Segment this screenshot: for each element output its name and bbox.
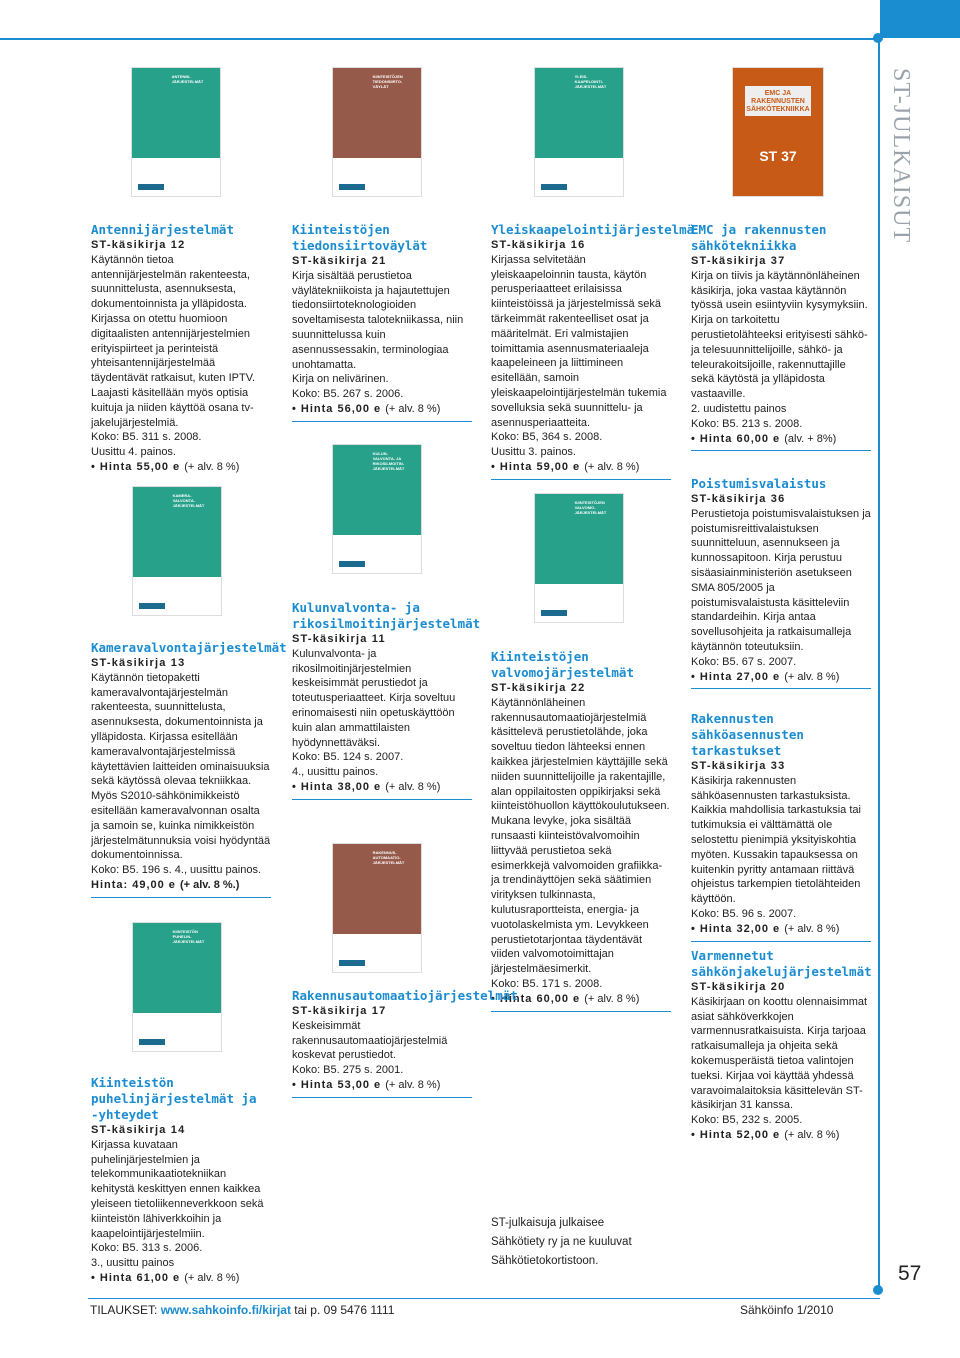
entry-size: Koko: B5. 313 s. 2006. (91, 1242, 203, 1255)
cover-title: KAMERA- VALVONTA- JÄRJESTELMÄT (172, 493, 205, 508)
entry-size: Koko: B5. 196 s. 4., uusittu painos. (91, 864, 261, 877)
divider (292, 421, 472, 422)
divider (292, 1097, 472, 1098)
entry-edition: Uusittu 4. painos. (91, 446, 176, 459)
cover-title: EMC JA RAKENNUSTEN SÄHKÖTEKNIIKKA (745, 86, 811, 116)
divider (292, 799, 472, 800)
cover-number: ST 37 (759, 148, 797, 164)
entry-title: EMC ja rakennusten sähkötekniikka (691, 222, 827, 253)
divider (91, 897, 271, 898)
footer-rule (88, 1298, 880, 1299)
handbook-number: ST-käsikirja 21 (292, 255, 387, 267)
divider (491, 1011, 671, 1012)
entry-title: Varmennetut sähkönjakelujärjestelmät (691, 948, 872, 979)
entry-price: Hinta: 49,00 e (+ alv. 8 %.) (91, 878, 240, 891)
entry-edition: Uusittu 3. painos. (491, 446, 576, 459)
entry-size: Koko: B5. 96 s. 2007. (691, 907, 797, 920)
entry-price: • Hinta 56,00 e (+ alv. 8 %) (292, 402, 441, 415)
entry-price: • Hinta 60,00 e (+ alv. 8 %) (491, 992, 640, 1005)
entry-33 (691, 711, 871, 946)
entry-description: Käytännön tietoa antennijärjestelmän rakenteesta, suunnittelusta, asennuksesta, dokumentoinnista ja ylläpidosta. Kirjassa on otettu huomioon digitaalisten antennijärjestelmien erityispiirteet ja perinteistä yhteisantennijärjestelmää täydentävät ratkaisut, kuten IPTV. Laajasti käsitellään myös optisia kuituja ja niiden käyttöä osana tv-jakelujärjestelmiä. (91, 253, 256, 429)
entry-title: Kiinteistön puhelinjärjestelmät ja -yhteydet (91, 1075, 257, 1122)
handbook-number: ST-käsikirja 17 (292, 1005, 387, 1017)
handbook-number: ST-käsikirja 13 (91, 657, 186, 669)
entry-price: • Hinta 27,00 e (+ alv. 8 %) (691, 670, 840, 683)
publisher-line: ST-julkaisuja julkaisee (491, 1217, 605, 1229)
entry-title: Kiinteistöjen valvomojärjestelmät (491, 649, 634, 680)
entry-description: Kirja sisältää perustietoa väylätekniikoista ja hajautettujen tiedonsiirtoteknologioiden soveltamisesta talotekniikassa, niin suunnittelussa kuin asennussessakin, terminologiaa unohtamatta. (292, 269, 464, 371)
order-info (90, 1303, 394, 1317)
publisher-line: Sähkötiety ry ja ne kuuluvat (491, 1236, 632, 1248)
publisher-logo (339, 184, 365, 190)
order-link[interactable]: www.sahkoinfo.fi/kirjat (160, 1303, 291, 1317)
entry-20 (691, 948, 871, 1147)
handbook-number: ST-käsikirja 22 (491, 682, 586, 694)
entry-36 (691, 476, 871, 693)
page-number: 57 (898, 1262, 922, 1285)
entry-title: Kulunvalvonta- ja rikosilmoitinjärjestelmät (292, 600, 481, 631)
cover-title: YLEIS- KAAPELOINTI- JÄRJESTELMÄT (574, 74, 607, 89)
cover-title: KULUN- VALVONTA- JA RIKOSILMOITIN- JÄRJESTELMÄT (372, 451, 405, 471)
cover-title: KIINTEISTÖJEN VALVOMO- JÄRJESTELMÄT (574, 500, 607, 515)
entry-description: Kirja on tiivis ja käytännönläheinen käsikirja, joka vastaa käytännön työssä usein esiintyviin kysymyksiin. Kirja on tarkoitettu perustietolähteeksi erityisesti sähkö-ja telesuunnittelijoille, sähkö- ja teleurakoitsijoille, rakennuttajille sekä käytöstä ja ylläpidosta vastaaville. (691, 269, 868, 401)
entry-22 (491, 649, 671, 1016)
handbook-number: ST-käsikirja 36 (691, 493, 786, 505)
entry-price: • Hinta 38,00 e (+ alv. 8 %) (292, 780, 441, 793)
entry-title: Kameravalvontajärjestelmät (91, 640, 287, 655)
cover-title: ANTENNI- JÄRJESTELMÄT (171, 74, 204, 84)
entry-edition: 4., uusittu painos. (292, 766, 379, 779)
publisher-logo (339, 561, 365, 567)
corner-block (880, 0, 960, 38)
order-label: TILAUKSET: (90, 1303, 158, 1317)
right-rule (878, 38, 880, 1290)
entry-price: • Hinta 52,00 e (+ alv. 8 %) (691, 1128, 840, 1141)
publisher-logo (541, 184, 567, 190)
rule-dot (873, 33, 883, 43)
entry-description: Kirjassa selvitetään yleiskaapeloinnin tausta, käytön perusperiaatteet erilaisissa kiinteistöissä ja järjestelmissä sekä tärkeimmät rakenteelliset osat ja määritelmät. Eri valmistajien toimittamia asennusmateriaaleja kaapeleineen ja liittimineen esitellään, samoin yleiskaapelointijärjestelmän tukemia sovelluksia sekä suunnittelu- ja asennusperiaatteita. (491, 253, 667, 429)
publisher-logo (138, 184, 164, 190)
book-cover-17 (333, 844, 421, 972)
entry-price: • Hinta 55,00 e (+ alv. 8 %) (91, 460, 240, 473)
entry-size: Koko: B5. 171 s. 2008. (491, 977, 603, 990)
publisher-note (491, 1214, 691, 1271)
entry-price: • Hinta 59,00 e (+ alv. 8 %) (491, 460, 640, 473)
publisher-logo (541, 610, 567, 616)
divider (691, 450, 871, 451)
divider (691, 688, 871, 689)
entry-edition: 3., uusittu painos (91, 1257, 175, 1270)
book-cover-12 (132, 68, 220, 196)
entry-title: Kiinteistöjen tiedonsiirtoväylät (292, 222, 428, 253)
entry-note: Kirja on nelivärinen. (292, 373, 389, 386)
entry-description: Käsikirja rakennusten sähköasennusten tarkastuksista. Kaikkia mahdollisia tarkastuksia tai tutkimuksia ei välttämättä ole selostettu pienimpiä yksityiskohtia myöten. Kussakin tapauksessa on kuitenkin pyritty antamaan riittävä ohjeistus tarkempien tietolähteiden käyttöön. (691, 774, 861, 906)
handbook-number: ST-käsikirja 20 (691, 981, 786, 993)
handbook-number: ST-käsikirja 11 (292, 633, 386, 645)
cover-title: KIINTEISTÖN PUHELIN- JÄRJESTELMÄT (172, 929, 205, 944)
publisher-logo (139, 603, 165, 609)
entry-price: • Hinta 60,00 e (alv. + 8%) (691, 432, 837, 445)
book-cover-37 (733, 68, 823, 196)
entry-size: Koko: B5. 275 s. 2001. (292, 1064, 404, 1077)
handbook-number: ST-käsikirja 14 (91, 1124, 186, 1136)
entry-13 (91, 640, 287, 902)
section-title: ST-JULKAISUT (888, 68, 914, 244)
handbook-number: ST-käsikirja 37 (691, 255, 786, 267)
divider (691, 941, 871, 942)
book-cover-14 (133, 923, 221, 1051)
entry-title: Antennijärjestelmät (91, 222, 234, 237)
entry-size: Koko: B5. 311 s. 2008. (91, 431, 202, 444)
entry-11 (292, 600, 481, 804)
entry-description: Käsikirjaan on koottu olennaisimmat asiat sähköverkkojen varmennusratkaisuista. Kirja tarjoaa ratkaisumalleja ja ohjeita sekä kokemusperäistä tietoa valintojen tueksi. Kirjaa voi käyttää yhdessä varavoimalaitoksia käsittelevän ST-käsikirjan 31 kanssa. (691, 995, 868, 1112)
book-cover-21 (333, 68, 421, 196)
rule-dot (873, 1285, 883, 1295)
publisher-logo (339, 960, 365, 966)
book-cover-22 (535, 494, 623, 622)
divider (491, 479, 671, 480)
handbook-number: ST-käsikirja 12 (91, 239, 186, 251)
book-cover-11 (333, 445, 421, 573)
entry-21 (292, 222, 472, 426)
entry-price: • Hinta 61,00 e (+ alv. 8 %) (91, 1271, 240, 1284)
entry-size: Koko: B5. 67 s. 2007. (691, 655, 797, 668)
entry-14 (91, 1075, 271, 1290)
entry-description: Käytännön tietopaketti kameravalvontajärjestelmän rakenteesta, suunnittelusta, asennuksesta, dokumentoinnista ja ylläpidosta. Kirjassa esitellään kameravalvontajärjestelmissä käytettävien laitteiden ominaisuuksia sekä käytössä olevaa tekniikkaa. Myös S2010-sähkönimikkeistö esitellään kameravalvonnan osalta ja samoin se, kuinka nimikkeistön järjestelmätunnuksia voisi hyödyntää dokumentoinnissa. (91, 671, 271, 862)
book-cover-13 (133, 487, 221, 615)
handbook-number: ST-käsikirja 16 (491, 239, 586, 251)
entry-size: Koko: B5, 364 s. 2008. (491, 431, 603, 444)
cover-title: KIINTEISTÖJEN TIEDONSIIRTO- VÄYLÄT (372, 74, 403, 89)
entry-size: Koko: B5, 232 s. 2005. (691, 1114, 803, 1127)
entry-size: Koko: B5. 124 s. 2007. (292, 751, 404, 764)
entry-title: Rakennusten sähköasennusten tarkastukset (691, 711, 804, 758)
top-rule (0, 38, 878, 40)
entry-description: Käytännönläheinen rakennusautomaatiojärjestelmiä käsittelevä perustietolähde, joka soveltuu tiedon lähteeksi ennen kaikkea järjestelmien käyttäjille sekä niiden suunnittelijoille ja rakentajille, alan oppilaitosten oppikirjaksi sekä kiinteistöhuollon käyttökoulutukseen. Mukana levyke, joka sisältää runsaasti kiinteistövalvomoihin liittyvää perustietoa sekä esimerkkejä valvomoiden grafiikka- ja trendinäyttöjen sekä säätimien virityksen tulkinnasta, kulutusraportteista, energia- ja vuotolaskelmista ym. Levykkeen perustietotarjontaa täydentävät viiden valvomotoimittajan järjestelmäesimerkit. (491, 696, 670, 976)
entry-description: Keskeisimmät rakennusautomaatiojärjestelmiä koskevat perustiedot. (292, 1019, 448, 1062)
publisher-logo (139, 1039, 165, 1045)
entry-size: Koko: B5. 213 s. 2008. (691, 417, 803, 430)
issue-label: Sähköinfo 1/2010 (740, 1303, 834, 1317)
entry-size: Koko: B5. 267 s. 2006. (292, 388, 404, 401)
order-phone: tai p. 09 5476 1111 (294, 1303, 395, 1317)
entry-description: Perustietoja poistumisvalaistuksen ja poistumisreittivalaistuksen suunnitteluun, asennukseen ja kunnossapitoon. Kirja perustuu sisäasiainministeriön asetukseen SMA 805/2005 ja poistumisvalaistusta käsitteleviin standardeihin. Kirja antaa sovellusohjeita ja ratkaisumalleja käytännön toteutuksiin. (691, 507, 871, 653)
entry-price: • Hinta 32,00 e (+ alv. 8 %) (691, 922, 840, 935)
entry-title: Poistumisvalaistus (691, 476, 827, 491)
entry-price: • Hinta 53,00 e (+ alv. 8 %) (292, 1078, 441, 1091)
handbook-number: ST-käsikirja 33 (691, 760, 786, 772)
publisher-line: Sähkötietokortistoon. (491, 1255, 599, 1267)
entry-16 (491, 222, 695, 484)
cover-title: RAKENNUS- AUTOMAATIO- JÄRJESTELMÄT (372, 850, 405, 865)
entry-37 (691, 222, 871, 455)
entry-title: Yleiskaapelointijärjestelmä (491, 222, 695, 237)
entry-description: Kirjassa kuvataan puhelinjärjestelmien ja telekommunikaatiotekniikan kehitystä keskittyen ennen kaikkea yleiseen tietoliikenneverkkoon sekä kiinteistön lähiverkkoihin ja kaapelointijärjestelmiin. (91, 1138, 264, 1240)
entry-title: Rakennusautomaatiojärjestelmät (292, 988, 518, 1003)
entry-17 (292, 988, 518, 1102)
book-cover-16 (535, 68, 623, 196)
entry-description: Kulunvalvonta- ja rikosilmoitinjärjestelmien keskeisimmät perustiedot ja toteutusperiaatteet. Kirja soveltuu erinomaisesti niin opetuskäyttöön kuin alan ammattilaisten hyödynnettäväksi. (292, 647, 456, 749)
entry-12 (91, 222, 271, 479)
entry-edition: 2. uudistettu painos (691, 402, 787, 415)
